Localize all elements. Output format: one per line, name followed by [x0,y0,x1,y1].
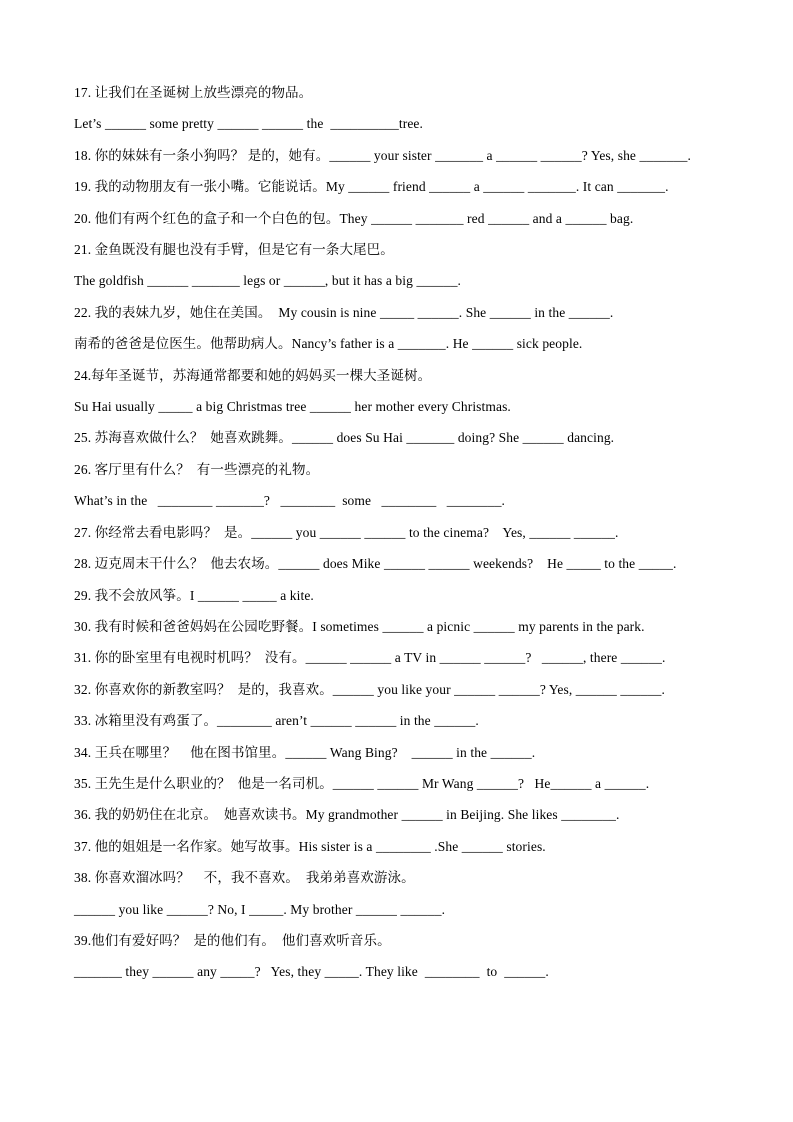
exercise-line-30: 30. 我有时候和爸爸妈妈在公园吃野餐。I sometimes ______ a picnic ______ my parents in the park. [74,618,645,634]
exercise-line-38-en: ______ you like ______? No, I _____. My brother ______ ______. [74,901,446,917]
exercise-line-35: 35. 王先生是什么职业的？ 他是一名司机。______ ______ Mr Wang ______? He______ a ______. [74,775,650,791]
exercise-line-27: 27. 你经常去看电影吗？ 是。______ you ______ ______ to the cinema? Yes, ______ ______. [74,524,619,540]
exercise-line-34: 34. 王兵在哪里？ 他在图书馆里。______ Wang Bing? ______ in the ______. [74,744,536,760]
exercise-line-37: 37. 他的姐姐是一名作家。她写故事。His sister is a ________ .She ______ stories. [74,838,546,854]
exercise-line-22: 22. 我的表妹九岁，她住在美国。 My cousin is nine _____ ______. She ______ in the ______. [74,304,614,320]
exercise-line-39-cn: 39.他们有爱好吗？ 是的他们有。 他们喜欢听音乐。 [74,932,391,948]
exercise-line-17-en: Let’s ______ some pretty ______ ______ the __________tree. [74,116,423,132]
exercise-line-38-cn: 38. 你喜欢溜冰吗？ 不，我不喜欢。 我弟弟喜欢游泳。 [74,870,415,886]
exercise-line-21-cn: 21. 金鱼既没有腿也没有手臂，但是它有一条大尾巴。 [74,242,394,258]
exercise-line-24-cn: 24.每年圣诞节，苏海通常都要和她的妈妈买一棵大圣诞树。 [74,367,432,383]
exercise-line-23: 南希的爸爸是位医生。他帮助病人。Nancy’s father is a _______. He ______ sick people. [74,336,583,352]
exercise-line-26-en: What’s in the ________ _______? ________ some ________ ________. [74,493,506,509]
exercise-line-39-en: _______ they ______ any _____? Yes, they _____. They like ________ to ______. [74,964,549,980]
exercise-line-28: 28. 迈克周末干什么？ 他去农场。______ does Mike ______ ______ weekends? He _____ to the _____. [74,556,677,572]
exercise-line-25: 25. 苏海喜欢做什么？ 她喜欢跳舞。______ does Su Hai _______ doing? She ______ dancing. [74,430,615,446]
exercise-line-19: 19. 我的动物朋友有一张小嘴。它能说话。My ______ friend ______ a ______ _______. It can _______. [74,179,669,195]
exercise-line-24-en: Su Hai usually _____ a big Christmas tree ______ her mother every Christmas. [74,399,511,415]
exercise-line-18: 18. 你的妹妹有一条小狗吗？ 是的，她有。______ your sister _______ a ______ ______? Yes, she _______. [74,147,691,163]
exercise-line-32: 32. 你喜欢你的新教室吗？ 是的，我喜欢。______ you like your ______ ______? Yes, ______ ______. [74,681,665,697]
exercise-line-21-en: The goldfish ______ _______ legs or ______, but it has a big ______. [74,273,462,289]
exercise-line-31: 31. 你的卧室里有电视时机吗？ 没有。______ ______ a TV in ______ ______? ______, there ______. [74,650,666,666]
exercise-line-20: 20. 他们有两个红色的盒子和一个白色的包。They ______ _______ red ______ and a ______ bag. [74,210,634,226]
exercise-line-29: 29. 我不会放风筝。I ______ _____ a kite. [74,587,314,603]
exercise-line-17-cn: 17. 让我们在圣诞树上放些漂亮的物品。 [74,85,313,100]
exercise-line-33: 33. 冰箱里没有鸡蛋了。________ aren’t ______ ______ in the ______. [74,713,479,729]
exercise-line-36: 36. 我的奶奶住在北京。 她喜欢读书。My grandmother ______ in Beijing. She likes ________. [74,807,620,823]
exercise-line-26-cn: 26. 客厅里有什么？ 有一些漂亮的礼物。 [74,461,320,477]
